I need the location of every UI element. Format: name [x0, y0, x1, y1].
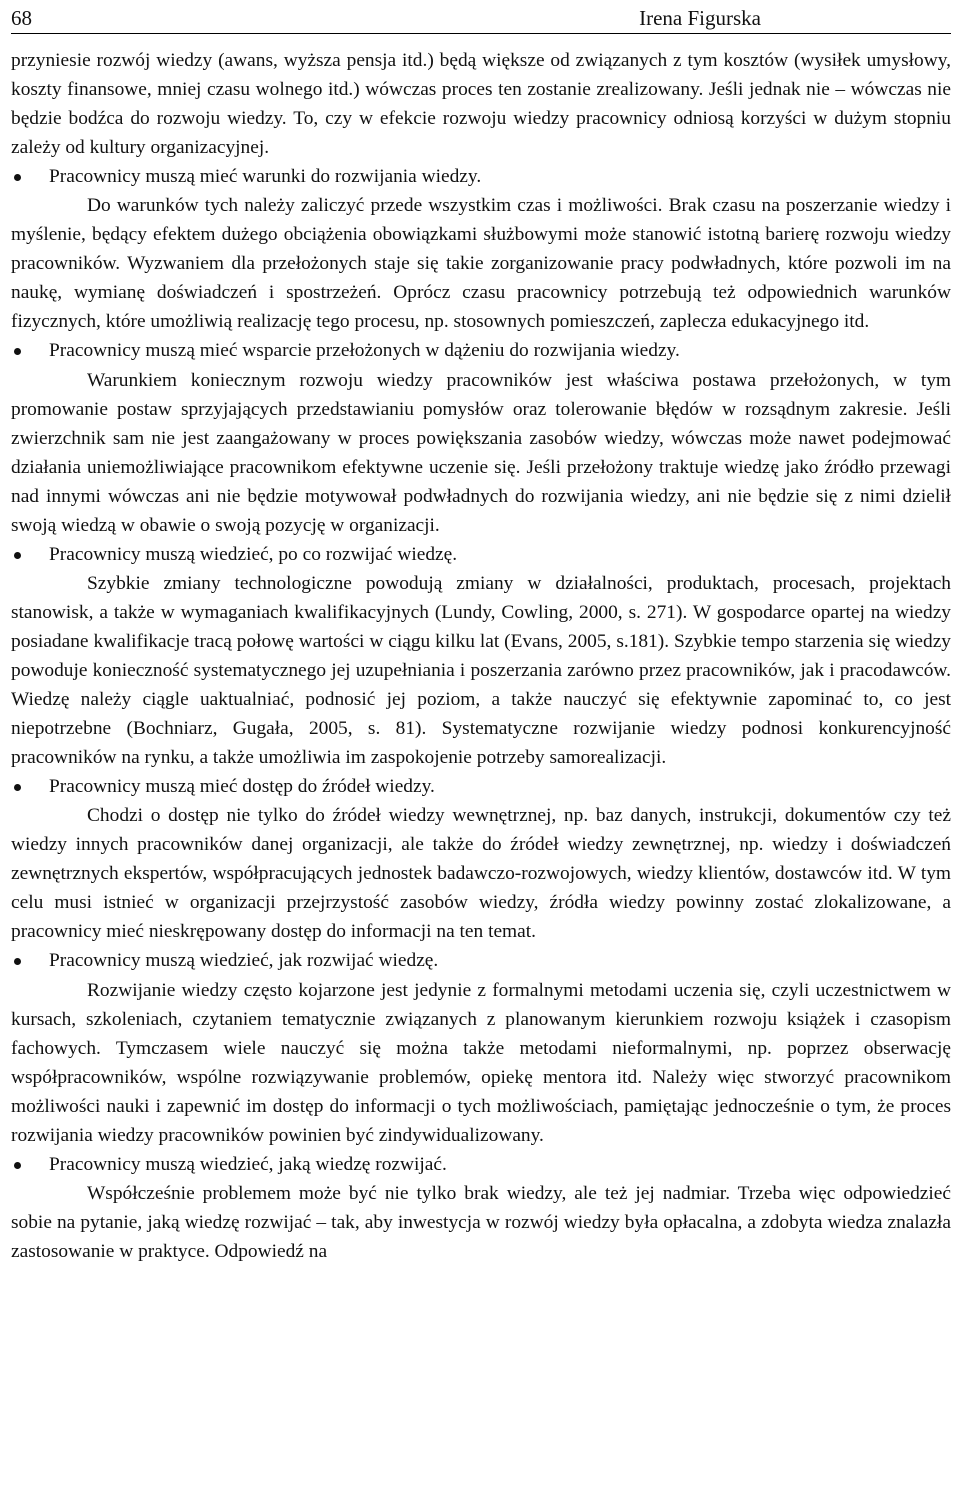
- bullet-text: Pracownicy muszą mieć dostęp do źródeł wiedzy.: [49, 776, 435, 798]
- bullet-dot-icon: [14, 958, 21, 965]
- bullet-text: Pracownicy muszą mieć warunki do rozwijania wiedzy.: [49, 166, 482, 188]
- body-paragraph: Szybkie zmiany technologiczne powodują zmiany w działalności, produktach, procesach, projektach stanowisk, a także w wymaganiach kwalifikacyjnych (Lundy, Cowling, 2000, s. 271). W gospodarce opartej na wiedzy posiadane kwalifikacje tracą połowę wartości w ciągu kilku lat (Evans, 2005, s.181). Szybkie tempo starzenia się wiedzy powoduje konieczność systematycznego jej uzupełniania i poszerzania zarówno przez pracowników, jak i pracodawców. Wiedzę należy ciągle uaktualniać, podnosić jej poziom, a także nauczyć się efektywnie zapominać to, co jest niepotrzebne (Bochniarz, Gugała, 2005, s. 81). Systematyczne rozwijanie wiedzy podnosi konkurencyjność pracowników na rynku, a także umożliwia im zaspokojenie potrzeby samorealizacji.: [11, 572, 951, 769]
- bullet-item: [11, 162, 951, 191]
- body-paragraph: Do warunków tych należy zaliczyć przede wszystkim czas i możliwości. Brak czasu na poszerzanie wiedzy i myślenie, będący efektem dużego obciążenia obowiązkami służbowymi może stanowić istotną barierę rozwoju wiedzy pracowników. Wyzwaniem dla przełożonych staje się takie zorganizowanie pracy podwładnych, które pozwoli im na naukę, wymianę doświadczeń i spostrzeżeń. Oprócz czasu pracownicy potrzebują też odpowiednich warunków fizycznych, które umożliwią realizację tego procesu, np. stosownych pomieszczeń, zaplecza edukacyjnego itd.: [11, 195, 951, 333]
- bullet-text: Pracownicy muszą wiedzieć, po co rozwijać wiedzę.: [49, 543, 458, 565]
- body-paragraph: Chodzi o dostęp nie tylko do źródeł wiedzy wewnętrznej, np. baz danych, instrukcji, dokumentów czy też wiedzy innych pracowników danej organizacji, ale także do źródeł wiedzy zewnętrznej, np. wiedzy i doświadczeń zewnętrznych ekspertów, współpracujących jednostek badawczo-rozwojowych, wiedzy klientów, dostawców itd. W tym celu musi istnieć w organizacji przejrzystość zasobów wiedzy, źródła wiedzy powinny zostać zlokalizowane, a pracownicy mieć nieskrępowany dostęp do informacji na ten temat.: [11, 805, 951, 943]
- bullet-text: Pracownicy muszą mieć wsparcie przełożonych w dążeniu do rozwijania wiedzy.: [49, 340, 680, 362]
- page-number: 68: [11, 6, 32, 30]
- bullet-item: [11, 540, 951, 569]
- bullet-item: [11, 772, 951, 801]
- document-body: [11, 34, 951, 1266]
- bullet-text: Pracownicy muszą wiedzieć, jaką wiedzę rozwijać.: [49, 1153, 447, 1175]
- bullet-dot-icon: [14, 1162, 21, 1169]
- bullet-dot-icon: [14, 552, 21, 559]
- bullet-dot-icon: [14, 784, 21, 791]
- bullet-dot-icon: [14, 174, 21, 181]
- body-paragraph: Warunkiem koniecznym rozwoju wiedzy pracowników jest właściwa postawa przełożonych, w tym promowanie postaw sprzyjających przedstawianiu pomysłów oraz tolerowanie błędów w rozsądnym zakresie. Jeśli zwierzchnik sam nie jest zaangażowany w proces powiększania zasobów wiedzy, wówczas może nawet podejmować działania uniemożliwiające pracownikom efektywne uczenie się. Jeśli przełożony traktuje wiedzę jako źródło przewagi nad innymi wówczas ani nie będzie motywował podwładnych do rozwijania wiedzy, ani nie będzie się z nimi dzielił swoją wiedzą w obawie o swoją pozycję w organizacji.: [11, 369, 951, 536]
- body-paragraph: przyniesie rozwój wiedzy (awans, wyższa pensja itd.) będą większe od związanych z tym kosztów (wysiłek umysłowy, koszty finansowe, mniej czasu wolnego itd.) wówczas proces ten zostanie zrealizowany. Jeśli jednak nie – wówczas nie będzie bodźca do rozwoju wiedzy. To, czy w efekcie rozwoju wiedzy pracownicy odniosą korzyści w dużym stopniu zależy od kultury organizacyjnej.: [11, 50, 951, 159]
- bullet-dot-icon: [14, 348, 21, 355]
- bullet-item: [11, 1150, 951, 1179]
- bullet-text: Pracownicy muszą wiedzieć, jak rozwijać wiedzę.: [49, 950, 439, 972]
- body-paragraph: Rozwijanie wiedzy często kojarzone jest jedynie z formalnymi metodami uczenia się, czyli uczestnictwem w kursach, szkoleniach, czytaniem tematycznie związanych z planowanym kierunkiem rozwoju książek i czasopism fachowych. Tymczasem wiele nauczyć się można także metodami nieformalnymi, np. poprzez obserwację współpracowników, wspólne rozwiązywanie problemów, opiekę mentora itd. Należy więc stworzyć pracownikom możliwości nauki i zapewnić im dostęp do informacji o tych możliwościach, pamiętając jednocześnie o tym, że proces rozwijania wiedzy pracowników powinien być zindywidualizowany.: [11, 979, 951, 1146]
- body-paragraph: Współcześnie problemem może być nie tylko brak wiedzy, ale też jej nadmiar. Trzeba więc odpowiedzieć sobie na pytanie, jaką wiedzę rozwijać – tak, aby inwestycja w rozwój wiedzy była opłacalna, a zdobyta wiedza znalazła zastosowanie w praktyce. Odpowiedź na: [11, 1182, 951, 1262]
- running-head-author: Irena Figurska: [639, 6, 761, 30]
- bullet-item: [11, 946, 951, 975]
- bullet-item: [11, 336, 951, 365]
- running-header: [11, 0, 951, 34]
